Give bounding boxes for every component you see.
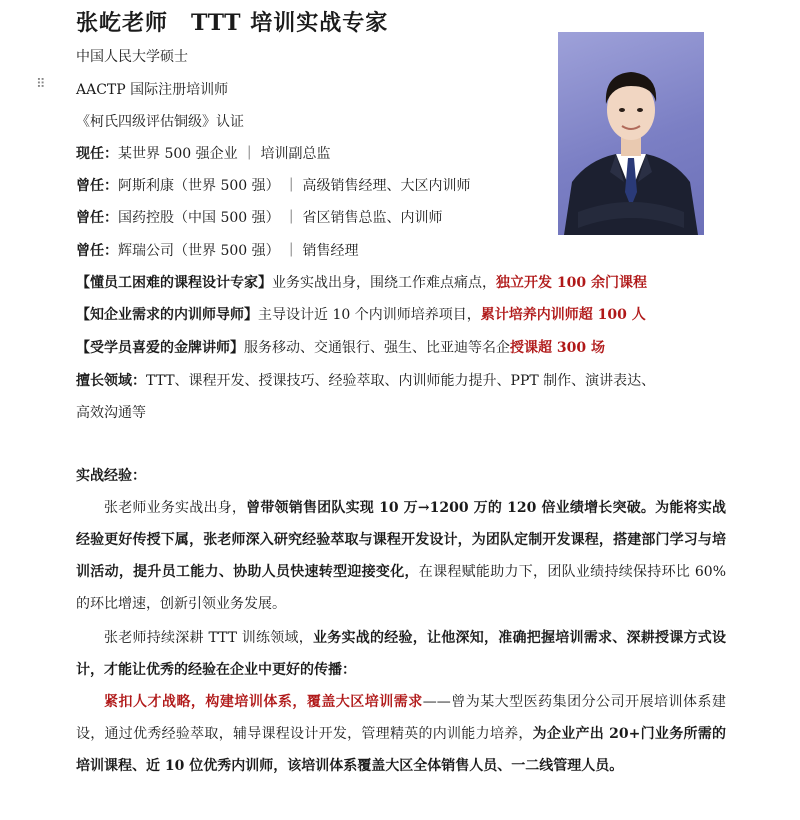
position-text: 辉瑞公司（世界 500 强） ｜ 销售经理: [118, 243, 359, 259]
specialty-line-2: 高效沟通等: [76, 405, 146, 421]
position-label: 现任：: [76, 146, 118, 162]
position-current: [76, 144, 331, 164]
experience-paragraph-1: [76, 492, 726, 620]
section-title: 实战经验：: [76, 468, 146, 484]
highlight-emphasis: 授课超 300 场: [510, 340, 605, 356]
position-former-2: [76, 208, 443, 228]
position-former-1: [76, 176, 471, 196]
para-emphasis: 为企业产出 20+门业务所需的培训课程、近 10 位优秀内训师，该培训体系覆盖大区全体销售人员、一二线管理人员。: [76, 726, 727, 774]
para-text: 张老师持续深耕 TTT 训练领域，: [104, 630, 313, 646]
experience-paragraph-2: [76, 622, 726, 686]
para-text: 张老师业务实战出身，: [104, 500, 247, 516]
para-text: 在课程赋能助力下，团队业绩持续保持环比 60%的环比增速，创新引领业务发展。: [76, 564, 726, 612]
highlight-label: 【懂员工困难的课程设计专家】: [76, 275, 272, 291]
profile-photo: [558, 32, 704, 235]
para-red-emphasis: 紧扣人才战略，构建培训体系，覆盖大区培训需求: [104, 694, 423, 710]
position-label: 曾任：: [76, 178, 118, 194]
position-text: 国药控股（中国 500 强） ｜ 省区销售总监、内训师: [118, 210, 443, 226]
highlight-text: 业务实战出身，围绕工作难点痛点，: [272, 275, 496, 291]
portrait-illustration: [558, 32, 704, 235]
experience-paragraph-3: [76, 686, 726, 782]
highlight-label: 【知企业需求的内训师导师】: [76, 307, 258, 323]
highlight-emphasis: 独立开发 100 余门课程: [496, 275, 647, 291]
position-text: 阿斯利康（世界 500 强） ｜ 高级销售经理、大区内训师: [118, 178, 471, 194]
position-former-3: [76, 241, 359, 261]
highlight-gold-lecturer: [76, 338, 605, 358]
highlight-trainer-mentor: [76, 305, 646, 325]
para-emphasis: 曾带领销售团队实现 10 万→1200 万的 120 倍业绩增长突破。为能将实战经验更好传授下属，张老师深入研究经验萃取与课程开发设计，为团队定制开发课程，搭建部门学习与培训活动，提升员工能力、协助人员快速转型迎接变化，: [76, 500, 726, 580]
highlight-label: 【受学员喜爱的金牌讲师】: [76, 340, 244, 356]
highlight-course-design: [76, 273, 647, 293]
highlight-emphasis: 累计培养内训师超 100 人: [480, 307, 646, 323]
credential-degree: 中国人民大学硕士: [76, 49, 188, 65]
drag-handle-icon[interactable]: ⠿: [36, 77, 46, 92]
position-text: 某世界 500 强企业 ｜ 培训副总监: [118, 146, 331, 162]
credential-aactp: AACTP 国际注册培训师: [76, 82, 229, 98]
specialty-line-1: [76, 371, 655, 391]
highlight-text: 服务移动、交通银行、强生、比亚迪等名企: [244, 340, 510, 356]
para-emphasis: 业务实战的经验，让他深知，准确把握培训需求、深耕授课方式设计，才能让优秀的经验在企业中更好的传播：: [76, 630, 727, 678]
position-label: 曾任：: [76, 243, 118, 259]
credential-kirkpatrick: 《柯氏四级评估铜级》认证: [76, 114, 244, 130]
specialty-text: TTT、课程开发、授课技巧、经验萃取、内训师能力提升、PPT 制作、演讲表达、: [146, 373, 656, 389]
highlight-text: 主导设计近 10 个内训师培养项目，: [258, 307, 481, 323]
specialty-label: 擅长领域：: [76, 373, 146, 389]
para-text: ——曾为某大型医药集团分公司开展培训体系建设，通过优秀经验萃取，辅导课程设计开发，管理精英的内训能力培养，: [76, 694, 727, 742]
position-label: 曾任：: [76, 210, 118, 226]
page-title: 张屹老师 TTT 培训实战专家: [76, 10, 389, 36]
